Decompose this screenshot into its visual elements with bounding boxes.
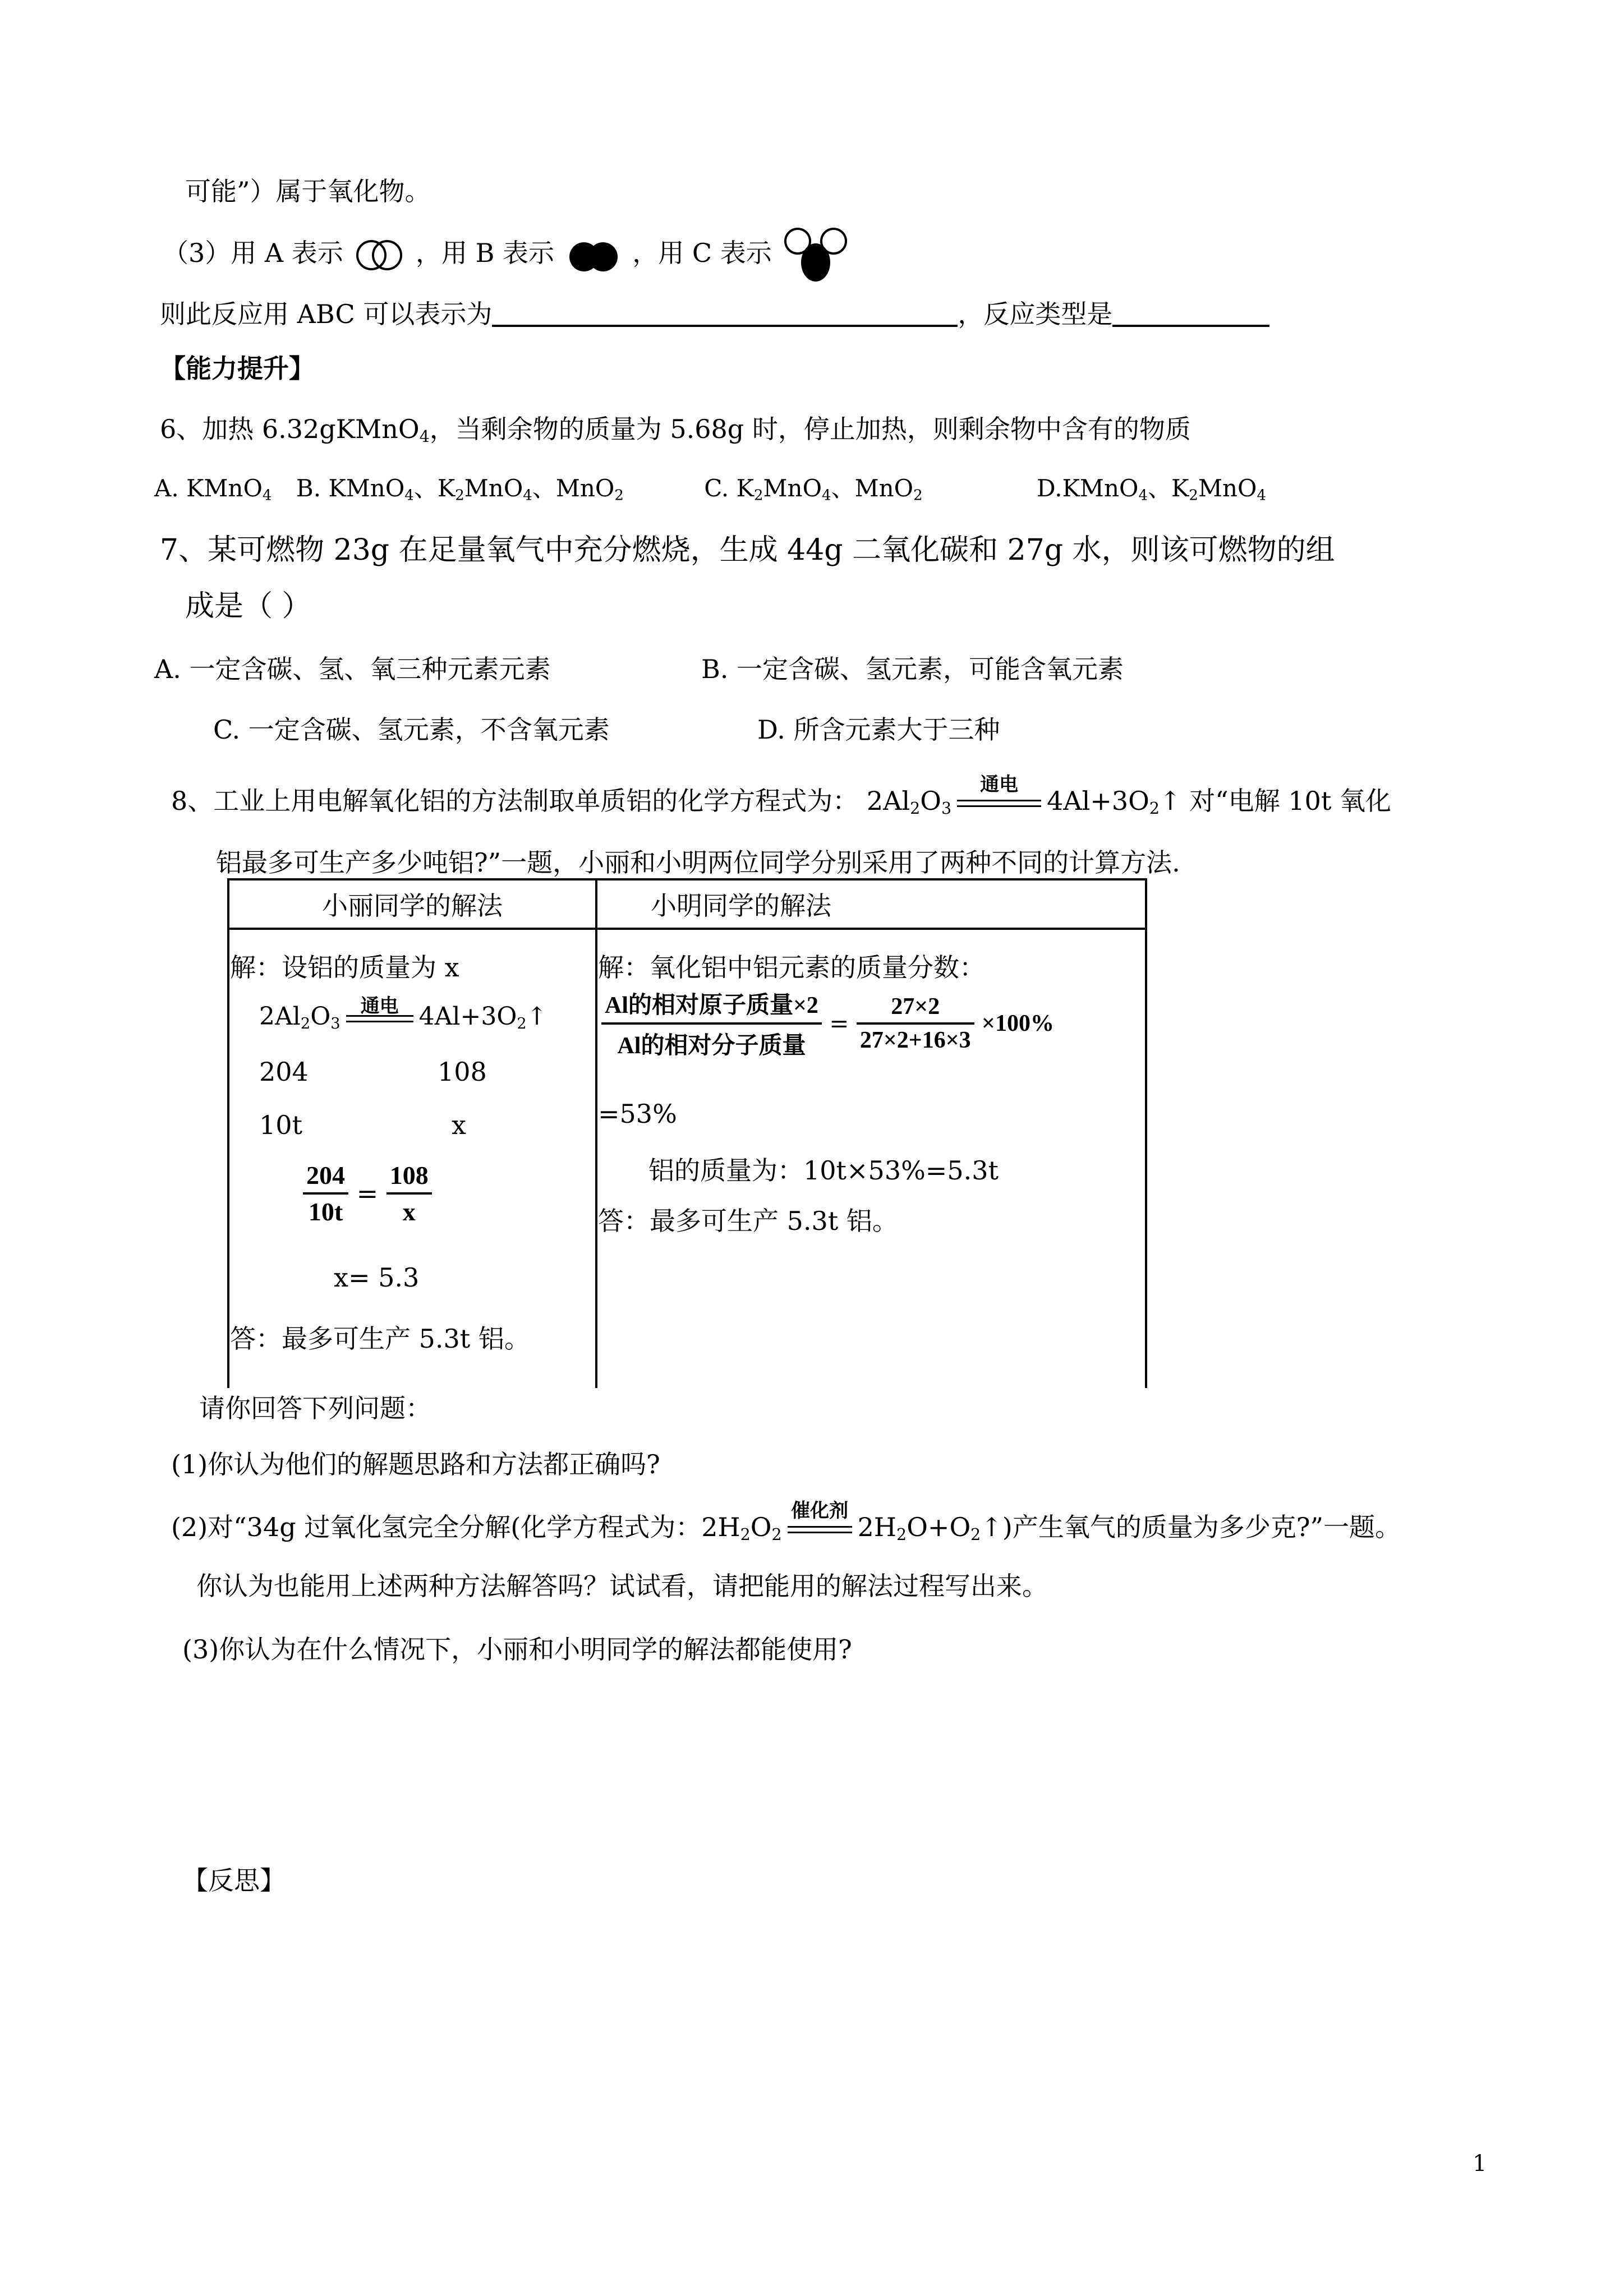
q6-stem: 6、加热 6.32gKMnO$_4$，当剩余物的质量为 5.68g 时，停止加热，则剩余物中含有的物质 — [160, 414, 1191, 446]
xiaoming-answer: 答：最多可生产 5.3t 铝。 — [598, 1206, 898, 1236]
xiaoli-proportion: $\frac{204}{10t}$ = $\frac{108}{x}$ — [303, 1160, 432, 1227]
molecule-b-icon — [563, 236, 624, 275]
q5-part3 — [163, 224, 853, 286]
question-2-line2: 你认为也能用上述两种方法解答吗？试试看，请把能用的解法过程写出来。 — [196, 1571, 1048, 1601]
table-head-xiaoming: 小明同学的解法 — [596, 879, 1146, 929]
answer-blank-equation[interactable] — [492, 300, 958, 327]
q7-stem-line1: 7、某可燃物 23g 在足量氧气中充分燃烧，生成 44g 二氧化碳和 27g 水，则该可燃物的组 — [160, 533, 1335, 567]
answer-blank-reaction-type[interactable] — [1112, 300, 1269, 327]
q6-options — [154, 474, 1267, 504]
page-number: 1 — [1473, 2151, 1487, 2177]
q8-stem1-b: 对“电解 10t 氧化 — [1189, 786, 1391, 816]
q7-option-a: A. 一定含碳、氢、氧三种元素元素 — [154, 654, 551, 684]
xiaoming-line-1: 解：氧化铝中铝元素的质量分数： — [598, 952, 985, 983]
questions-intro: 请你回答下列问题： — [199, 1393, 431, 1423]
q8-stem1-a: 8、工业上用电解氧化铝的方法制取单质铝的化学方程式为： — [171, 786, 859, 816]
section-reflect: 【反思】 — [182, 1865, 286, 1896]
xiaoli-equation: $2Al_2O_3$ 通电 $4Al+3O_2↑$ — [259, 1002, 548, 1031]
question-1: (1)你认为他们的解题思路和方法都正确吗? — [171, 1449, 660, 1479]
xiaoming-solution — [596, 929, 1146, 1388]
question-2-condition: 催化剂 — [791, 1500, 849, 1522]
xiaoli-mass-204: 204 — [259, 1057, 309, 1087]
q8-stem-line1 — [171, 773, 1391, 818]
table-head-xiaoli: 小丽同学的解法 — [228, 879, 596, 929]
xiaoming-formula: $\frac{\text{Al的相对原子质量×2}}{\text{Al的相对分子质量}}$ = $\frac{27\times 2}{27\times 2+16\times 3}$ ×100% — [601, 986, 1054, 1061]
q5-part3-b-text: ，用 B 表示 — [415, 238, 555, 268]
q6-option-b: B. KMnO$_4$、$K_2MnO_4$、MnO$_2$ — [296, 474, 624, 504]
xiaoming-mass: 铝的质量为：10t×53%=5.3t — [648, 1155, 999, 1186]
question-3: (3)你认为在什么情况下，小丽和小明同学的解法都能使用? — [182, 1634, 852, 1665]
q8-stem-line2: 铝最多可生产多少吨铝?”一题，小丽和小明两位同学分别采用了两种不同的计算方法. — [216, 847, 1180, 878]
xiaoli-solution — [228, 929, 596, 1388]
molecule-a-icon — [351, 236, 407, 275]
xiaoming-percent: =53% — [598, 1099, 677, 1129]
q5-tail: 可能”）属于氧化物。 — [185, 176, 431, 206]
q5-part3-c-text: ，用 C 表示 — [632, 238, 772, 268]
q6-option-c: C. $K_2MnO_4$、MnO$_2$ — [704, 474, 923, 504]
q5-line2-middle: ，反应类型是 — [958, 299, 1113, 329]
xiaoli-line-1: 解：设铝的质量为 x — [230, 952, 459, 983]
xiaoli-given-10t: 10t — [259, 1110, 303, 1140]
xiaoli-answer: 答：最多可生产 5.3t 铝。 — [230, 1324, 530, 1354]
question-2-a: (2)对“34g 过氧化氢完全分解(化学方程式为： — [171, 1512, 702, 1542]
q6-option-a: A. KMnO$_4$ — [154, 474, 272, 504]
q5-line2 — [160, 300, 1269, 327]
q8-condition: 通电 — [980, 773, 1019, 796]
q6-stem-b: ，当剩余物的质量为 5.68g 时，停止加热，则剩余物中含有的物质 — [429, 414, 1191, 444]
q7-option-b: B. 一定含碳、氢元素，可能含氧元素 — [701, 654, 1124, 684]
q5-line2-prefix: 则此反应用 ABC 可以表示为 — [160, 299, 493, 329]
q8-equation: $2Al_2O_3$ 通电 $4Al+3O_2↑$ — [866, 773, 1181, 818]
q6-option-d: D.KMnO$_4$、$K_2MnO_4$ — [1037, 474, 1267, 504]
q6-stem-a: 6、加热 6.32gKMnO — [160, 414, 420, 444]
xiaoli-mass-108: 108 — [438, 1057, 487, 1087]
q7-option-d: D. 所含元素大于三种 — [757, 714, 1000, 745]
xiaoli-condition: 通电 — [360, 994, 399, 1017]
xiaoli-unknown-x: x — [452, 1110, 466, 1140]
q7-option-c: C. 一定含碳、氢元素，不含氧元素 — [213, 714, 610, 745]
solution-table — [227, 878, 1147, 1388]
question-2: (2)对“34g 过氧化氢完全分解(化学方程式为：$2H_2O_2$ 催化剂 $2H_2O+O_2↑$)产生氧气的质量为多少克?”一题。 — [171, 1500, 1401, 1545]
q7-stem-line2: 成是（ ） — [185, 589, 311, 623]
xiaoli-result: x= 5.3 — [334, 1262, 420, 1293]
molecule-c-icon — [780, 224, 853, 286]
section-ability: 【能力提升】 — [160, 353, 315, 384]
q5-part3-prefix: （3）用 A 表示 — [163, 238, 343, 268]
question-2-b: 产生氧气的质量为多少克?”一题。 — [1012, 1512, 1401, 1542]
